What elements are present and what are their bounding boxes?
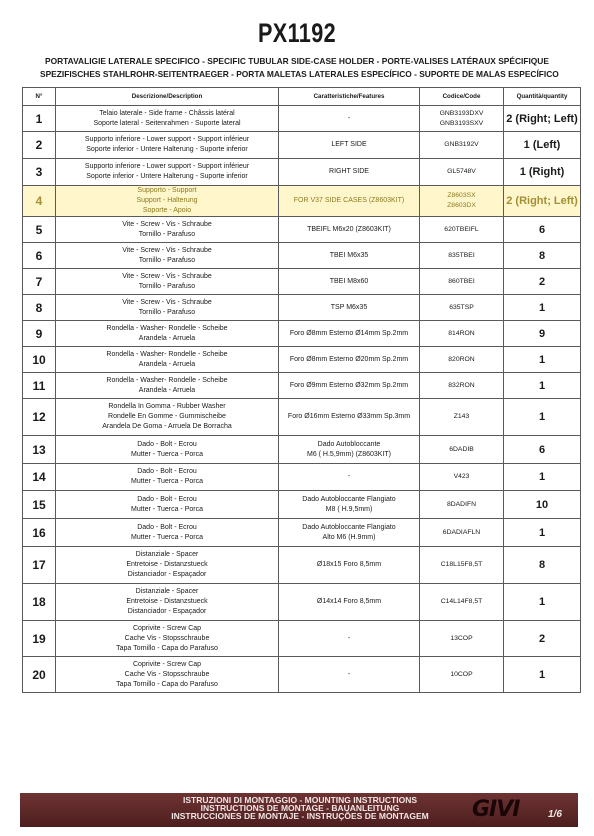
cell-features: Ø18x15 Foro 8,5mm (279, 547, 420, 584)
cell-features: Dado Autobloccante M6 ( H.5,9mm) (Z8603KIT) (279, 436, 420, 464)
table-row (23, 106, 581, 132)
cell-description: Rondella In Gomma - Rubber Washer Rondelle En Gomme - Gummischeibe Arandela De Goma - Arruela De Borracha (56, 399, 279, 436)
cell-number: 17 (23, 547, 56, 584)
cell-features: - (279, 464, 420, 491)
table-row (23, 621, 581, 657)
cell-code: 13COP (420, 621, 504, 657)
cell-number: 15 (23, 491, 56, 519)
table-row (23, 584, 581, 621)
cell-number: 3 (23, 159, 56, 186)
cell-code: 814RON (420, 321, 504, 347)
cell-quantity: 1 (Right) (504, 159, 581, 186)
cell-quantity: 1 (504, 584, 581, 621)
table-row (23, 295, 581, 321)
cell-description: Dado - Bolt - Ecrou Mutter - Tuerca - Porca (56, 519, 279, 547)
cell-description: Dado - Bolt - Ecrou Mutter - Tuerca - Porca (56, 491, 279, 519)
table-row (23, 347, 581, 373)
cell-code: Z8603SX Z8603DX (420, 186, 504, 217)
cell-number: 8 (23, 295, 56, 321)
table-row (23, 132, 581, 159)
header-features: Caratteristiche/Features (279, 88, 420, 106)
cell-number: 16 (23, 519, 56, 547)
table-row (23, 321, 581, 347)
cell-quantity: 2 (504, 269, 581, 295)
cell-quantity: 6 (504, 436, 581, 464)
cell-quantity: 1 (504, 399, 581, 436)
cell-quantity: 1 (504, 519, 581, 547)
cell-number: 4 (23, 186, 56, 217)
cell-quantity: 10 (504, 491, 581, 519)
cell-code: 6DADIB (420, 436, 504, 464)
cell-features: - (279, 106, 420, 132)
cell-code: Z143 (420, 399, 504, 436)
table-header-row (23, 88, 581, 106)
cell-code: GNB3193DXV GNB3193SXV (420, 106, 504, 132)
cell-code: C14L14F8,5T (420, 584, 504, 621)
table-row (23, 657, 581, 693)
cell-features: Dado Autobloccante Flangiato Alto M6 (H.9mm) (279, 519, 420, 547)
cell-features: FOR V37 SIDE CASES (Z8603KIT) (279, 186, 420, 217)
table-row (23, 436, 581, 464)
cell-number: 20 (23, 657, 56, 693)
cell-number: 12 (23, 399, 56, 436)
cell-features: Foro Ø8mm Esterno Ø14mm Sp.2mm (279, 321, 420, 347)
cell-description: Vite - Screw - Vis - Schraube Tornillo - Parafuso (56, 243, 279, 269)
cell-features: TBEI M8x60 (279, 269, 420, 295)
cell-code: 6DADIAFLN (420, 519, 504, 547)
cell-description: Telaio laterale - Side frame - Châssis latéral Soporte lateral - Seitenrahmen - Suporte lateral (56, 106, 279, 132)
cell-quantity: 1 (504, 295, 581, 321)
parts-table (22, 87, 581, 693)
cell-number: 18 (23, 584, 56, 621)
cell-quantity: 2 (504, 621, 581, 657)
cell-quantity: 6 (504, 217, 581, 243)
cell-features: Ø14x14 Foro 8,5mm (279, 584, 420, 621)
cell-features: Foro Ø8mm Esterno Ø20mm Sp.2mm (279, 347, 420, 373)
cell-features: - (279, 657, 420, 693)
cell-features: - (279, 621, 420, 657)
cell-number: 7 (23, 269, 56, 295)
cell-code: 832RON (420, 373, 504, 399)
cell-features: TSP M6x35 (279, 295, 420, 321)
cell-description: Rondella - Washer- Rondelle - Scheibe Arandela - Arruela (56, 373, 279, 399)
cell-code: 860TBEI (420, 269, 504, 295)
cell-description: Coprivite - Screw Cap Cache Vis - Stopsschraube Tapa Tornillo - Capa do Parafuso (56, 621, 279, 657)
cell-quantity: 1 (504, 347, 581, 373)
cell-code: 820RON (420, 347, 504, 373)
subtitle-line-2: SPEZIFISCHES STAHLROHR-SEITENTRAEGER - PORTA MALETAS LATERALES ESPECÍFICO - SUPORTE DE MALAS ESPECÍFICO (40, 69, 559, 79)
page-number: 1/6 (548, 809, 562, 820)
cell-features: Foro Ø9mm Esterno Ø32mm Sp.2mm (279, 373, 420, 399)
cell-description: Coprivite - Screw Cap Cache Vis - Stopsschraube Tapa Tornillo - Capa do Parafuso (56, 657, 279, 693)
brand-logo: GIVI (472, 797, 520, 822)
cell-features: RIGHT SIDE (279, 159, 420, 186)
cell-description: Distanziale - Spacer Entretoise - Distanzstueck Distanciador - Espaçador (56, 547, 279, 584)
cell-quantity: 2 (Right; Left) (504, 186, 581, 217)
header-code: Codice/Code (420, 88, 504, 106)
header-description: Descrizione/Description (56, 88, 279, 106)
cell-quantity: 8 (504, 547, 581, 584)
cell-features: LEFT SIDE (279, 132, 420, 159)
footer-line-3: INSTRUCCIONES DE MONTAJE - INSTRUÇÕES DE MONTAGEM (171, 811, 429, 821)
cell-number: 1 (23, 106, 56, 132)
cell-quantity: 1 (Left) (504, 132, 581, 159)
cell-description: Supporto inferiore - Lower support - Support inférieur Soporte inferior - Untere Halterung - Suporte inferior (56, 132, 279, 159)
cell-features: TBEIFL M6x20 (Z8603KIT) (279, 217, 420, 243)
cell-code: C18L15F8,5T (420, 547, 504, 584)
cell-number: 6 (23, 243, 56, 269)
cell-description: Supporto inferiore - Lower support - Support inférieur Soporte inferior - Untere Halterung - Suporte inferior (56, 159, 279, 186)
cell-code: 620TBEIFL (420, 217, 504, 243)
footer-line-2: INSTRUCTIONS DE MONTAGE - BAUANLEITUNG (200, 803, 400, 813)
subtitle-line-1: PORTAVALIGIE LATERALE SPECIFICO - SPECIFIC TUBULAR SIDE-CASE HOLDER - PORTE-VALISES LATÉRAUX SPÉCIFIQUE (45, 56, 549, 66)
cell-code: 635TSP (420, 295, 504, 321)
table-row (23, 186, 581, 217)
cell-number: 14 (23, 464, 56, 491)
header-quantity: Quantità/quantity (504, 88, 581, 106)
cell-code: 835TBEI (420, 243, 504, 269)
cell-description: Rondella - Washer- Rondelle - Scheibe Arandela - Arruela (56, 347, 279, 373)
cell-description: Dado - Bolt - Ecrou Mutter - Tuerca - Porca (56, 436, 279, 464)
table-row (23, 491, 581, 519)
cell-description: Rondella - Washer- Rondelle - Scheibe Arandela - Arruela (56, 321, 279, 347)
header-number: N° (23, 88, 56, 106)
cell-code: V423 (420, 464, 504, 491)
footer-line-1: ISTRUZIONI DI MONTAGGIO - MOUNTING INSTRUCTIONS (182, 795, 418, 805)
cell-quantity: 9 (504, 321, 581, 347)
cell-code: 10COP (420, 657, 504, 693)
table-row (23, 373, 581, 399)
cell-features: TBEI M6x35 (279, 243, 420, 269)
cell-code: GL5748V (420, 159, 504, 186)
cell-description: Vite - Screw - Vis - Schraube Tornillo - Parafuso (56, 269, 279, 295)
cell-code: GNB3192V (420, 132, 504, 159)
cell-features: Foro Ø16mm Esterno Ø33mm Sp.3mm (279, 399, 420, 436)
cell-number: 10 (23, 347, 56, 373)
cell-description: Vite - Screw - Vis - Schraube Tornillo - Parafuso (56, 217, 279, 243)
cell-code: 8DADIFN (420, 491, 504, 519)
cell-number: 13 (23, 436, 56, 464)
cell-number: 5 (23, 217, 56, 243)
cell-quantity: 1 (504, 373, 581, 399)
cell-number: 2 (23, 132, 56, 159)
table-row (23, 399, 581, 436)
table-row (23, 269, 581, 295)
cell-description: Supporto - Support Support - Halterung Soporte - Apoio (56, 186, 279, 217)
cell-quantity: 2 (Right; Left) (504, 106, 581, 132)
table-row (23, 464, 581, 491)
cell-quantity: 8 (504, 243, 581, 269)
table-row (23, 159, 581, 186)
cell-number: 9 (23, 321, 56, 347)
cell-description: Dado - Bolt - Ecrou Mutter - Tuerca - Porca (56, 464, 279, 491)
cell-description: Vite - Screw - Vis - Schraube Tornillo - Parafuso (56, 295, 279, 321)
cell-description: Distanziale - Spacer Entretoise - Distanzstueck Distanciador - Espaçador (56, 584, 279, 621)
page-title: PX1192 (257, 18, 337, 48)
footer-banner (20, 793, 578, 827)
table-body (23, 106, 581, 693)
table-row (23, 547, 581, 584)
cell-number: 19 (23, 621, 56, 657)
cell-number: 11 (23, 373, 56, 399)
cell-quantity: 1 (504, 657, 581, 693)
cell-quantity: 1 (504, 464, 581, 491)
table-row (23, 519, 581, 547)
cell-features: Dado Autobloccante Flangiato M8 ( H.9,5mm) (279, 491, 420, 519)
table-row (23, 243, 581, 269)
table-row (23, 217, 581, 243)
